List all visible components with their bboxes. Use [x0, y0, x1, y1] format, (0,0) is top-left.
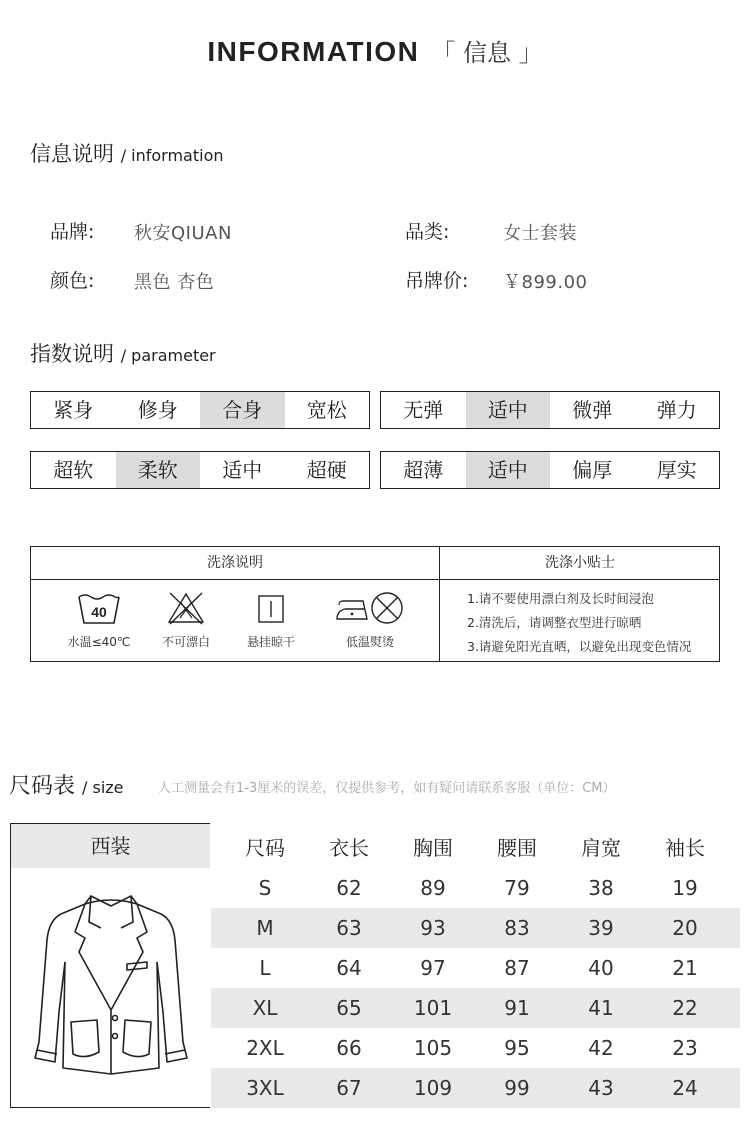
no-bleach-icon — [166, 591, 206, 625]
table-row — [211, 868, 740, 908]
low-iron-label: 低温熨烫 — [345, 635, 394, 649]
size-note: 人工测量会有1-3厘米的误差，仅提供参考，如有疑问请联系客服（单位：CM） — [158, 781, 616, 796]
param-softness-option: 超硬 — [306, 458, 347, 482]
param-thickness-option: 厚实 — [656, 458, 697, 482]
size-cell: 99 — [504, 1076, 530, 1100]
size-cell: 38 — [588, 876, 614, 900]
size-cell: M — [256, 916, 274, 940]
wash-icon-item — [146, 591, 226, 650]
param-thickness — [380, 451, 720, 489]
size-cell: 97 — [420, 956, 446, 980]
size-cell: 64 — [336, 956, 362, 980]
low-iron-icon — [333, 591, 407, 625]
param-softness-option: 适中 — [222, 458, 263, 482]
param-elasticity-option: 无弹 — [403, 398, 444, 422]
table-row — [211, 1068, 740, 1108]
wash-table — [30, 546, 720, 662]
color-label: 颜色: — [50, 270, 95, 292]
brand-label: 品牌: — [50, 221, 95, 243]
size-cell: 63 — [336, 916, 362, 940]
hang-dry-label: 悬挂晾干 — [246, 635, 295, 649]
page-header — [0, 28, 750, 77]
size-cell: 95 — [504, 1036, 530, 1060]
size-cell: 65 — [336, 996, 362, 1020]
param-thickness-option: 偏厚 — [572, 458, 613, 482]
size-cell: 101 — [413, 996, 453, 1020]
wash-40-icon — [77, 591, 121, 625]
wash-icon-item — [325, 591, 415, 650]
size-cell: 79 — [504, 876, 530, 900]
blazer-illustration-icon — [29, 892, 193, 1080]
hang-dry-icon — [251, 591, 291, 625]
size-header-cell: 尺码 — [245, 836, 285, 860]
param-title-en: / parameter — [120, 346, 216, 365]
size-cell: 41 — [588, 996, 614, 1020]
size-cell: 109 — [413, 1076, 453, 1100]
size-header-cell: 衣长 — [329, 836, 369, 860]
garment-name: 西装 — [11, 824, 210, 869]
size-table-header — [211, 828, 740, 868]
size-cell: 20 — [672, 916, 698, 940]
param-fit — [30, 391, 370, 429]
size-cell: 24 — [672, 1076, 698, 1100]
wash-tip: 3.请避免阳光直晒，以避免出现变色情况 — [467, 639, 692, 654]
param-softness — [30, 451, 370, 489]
wash-tip: 2.清洗后，请调整衣型进行晾晒 — [467, 615, 642, 630]
wash-header-right: 洗涤小贴士 — [545, 555, 615, 571]
wash-icon-item — [59, 591, 139, 650]
price-value: ￥899.00 — [503, 272, 588, 293]
no-bleach-label: 不可漂白 — [161, 635, 210, 649]
table-row — [211, 988, 740, 1028]
param-softness-option-selected: 柔软 — [116, 452, 201, 488]
wash-header-left: 洗涤说明 — [207, 555, 263, 571]
wash-divider-horizontal — [31, 579, 719, 580]
size-cell: 105 — [413, 1036, 453, 1060]
size-cell: 3XL — [246, 1076, 284, 1100]
param-title-cn: 指数说明 — [30, 342, 114, 366]
brand-value: 秋安QIUAN — [134, 223, 232, 244]
param-thickness-option-selected: 适中 — [466, 452, 551, 488]
size-title-en: / size — [82, 778, 124, 797]
param-fit-option-selected: 合身 — [200, 392, 285, 428]
param-elasticity — [380, 391, 720, 429]
size-cell: S — [258, 876, 272, 900]
size-cell: 83 — [504, 916, 530, 940]
wash-icon-item — [231, 591, 311, 650]
wash-temp-number: 40 — [91, 604, 107, 620]
size-title-cn: 尺码表 — [9, 774, 76, 799]
size-cell: 2XL — [246, 1036, 284, 1060]
size-cell: XL — [252, 996, 278, 1020]
header-title-cn: 「 信息 」 — [431, 39, 543, 67]
size-cell: 43 — [588, 1076, 614, 1100]
param-fit-option: 修身 — [137, 398, 178, 422]
size-header-cell: 肩宽 — [581, 836, 621, 860]
size-cell: 91 — [504, 996, 530, 1020]
param-fit-option: 紧身 — [53, 398, 94, 422]
size-cell: 22 — [672, 996, 698, 1020]
price-label: 吊牌价: — [405, 270, 469, 292]
param-elasticity-option: 弹力 — [656, 398, 697, 422]
info-title-cn: 信息说明 — [30, 142, 114, 166]
wash-tip: 1.请不要使用漂白剂及长时间浸泡 — [467, 591, 654, 606]
category-label: 品类: — [405, 221, 450, 243]
size-cell: 40 — [588, 956, 614, 980]
size-cell: 62 — [336, 876, 362, 900]
table-row — [211, 908, 740, 948]
size-header-cell: 腰围 — [497, 836, 537, 860]
size-cell: 21 — [672, 956, 698, 980]
param-softness-option: 超软 — [53, 458, 94, 482]
color-value: 黑色 杏色 — [134, 272, 215, 293]
table-row — [211, 948, 740, 988]
size-cell: 87 — [504, 956, 530, 980]
size-cell: 39 — [588, 916, 614, 940]
size-cell: 42 — [588, 1036, 614, 1060]
size-cell: 89 — [420, 876, 446, 900]
wash-temp-label: 水温≤40℃ — [67, 635, 131, 649]
info-section-title — [30, 138, 224, 168]
category-value: 女士套装 — [503, 223, 577, 244]
size-cell: L — [259, 956, 271, 980]
size-header-cell: 胸围 — [413, 836, 453, 860]
param-thickness-option: 超薄 — [403, 458, 444, 482]
table-row — [211, 1028, 740, 1068]
size-cell: 66 — [336, 1036, 362, 1060]
info-title-en: / information — [120, 146, 224, 165]
param-fit-option: 宽松 — [306, 398, 347, 422]
size-cell: 93 — [420, 916, 446, 940]
param-section-title — [30, 338, 216, 368]
header-title-en: INFORMATION — [207, 36, 420, 67]
size-cell: 19 — [672, 876, 698, 900]
size-section-title — [9, 769, 124, 800]
param-elasticity-option: 微弹 — [572, 398, 613, 422]
size-cell: 67 — [336, 1076, 362, 1100]
size-header-cell: 袖长 — [665, 836, 705, 860]
size-cell: 23 — [672, 1036, 698, 1060]
garment-box — [10, 823, 210, 1108]
param-elasticity-option-selected: 适中 — [466, 392, 551, 428]
